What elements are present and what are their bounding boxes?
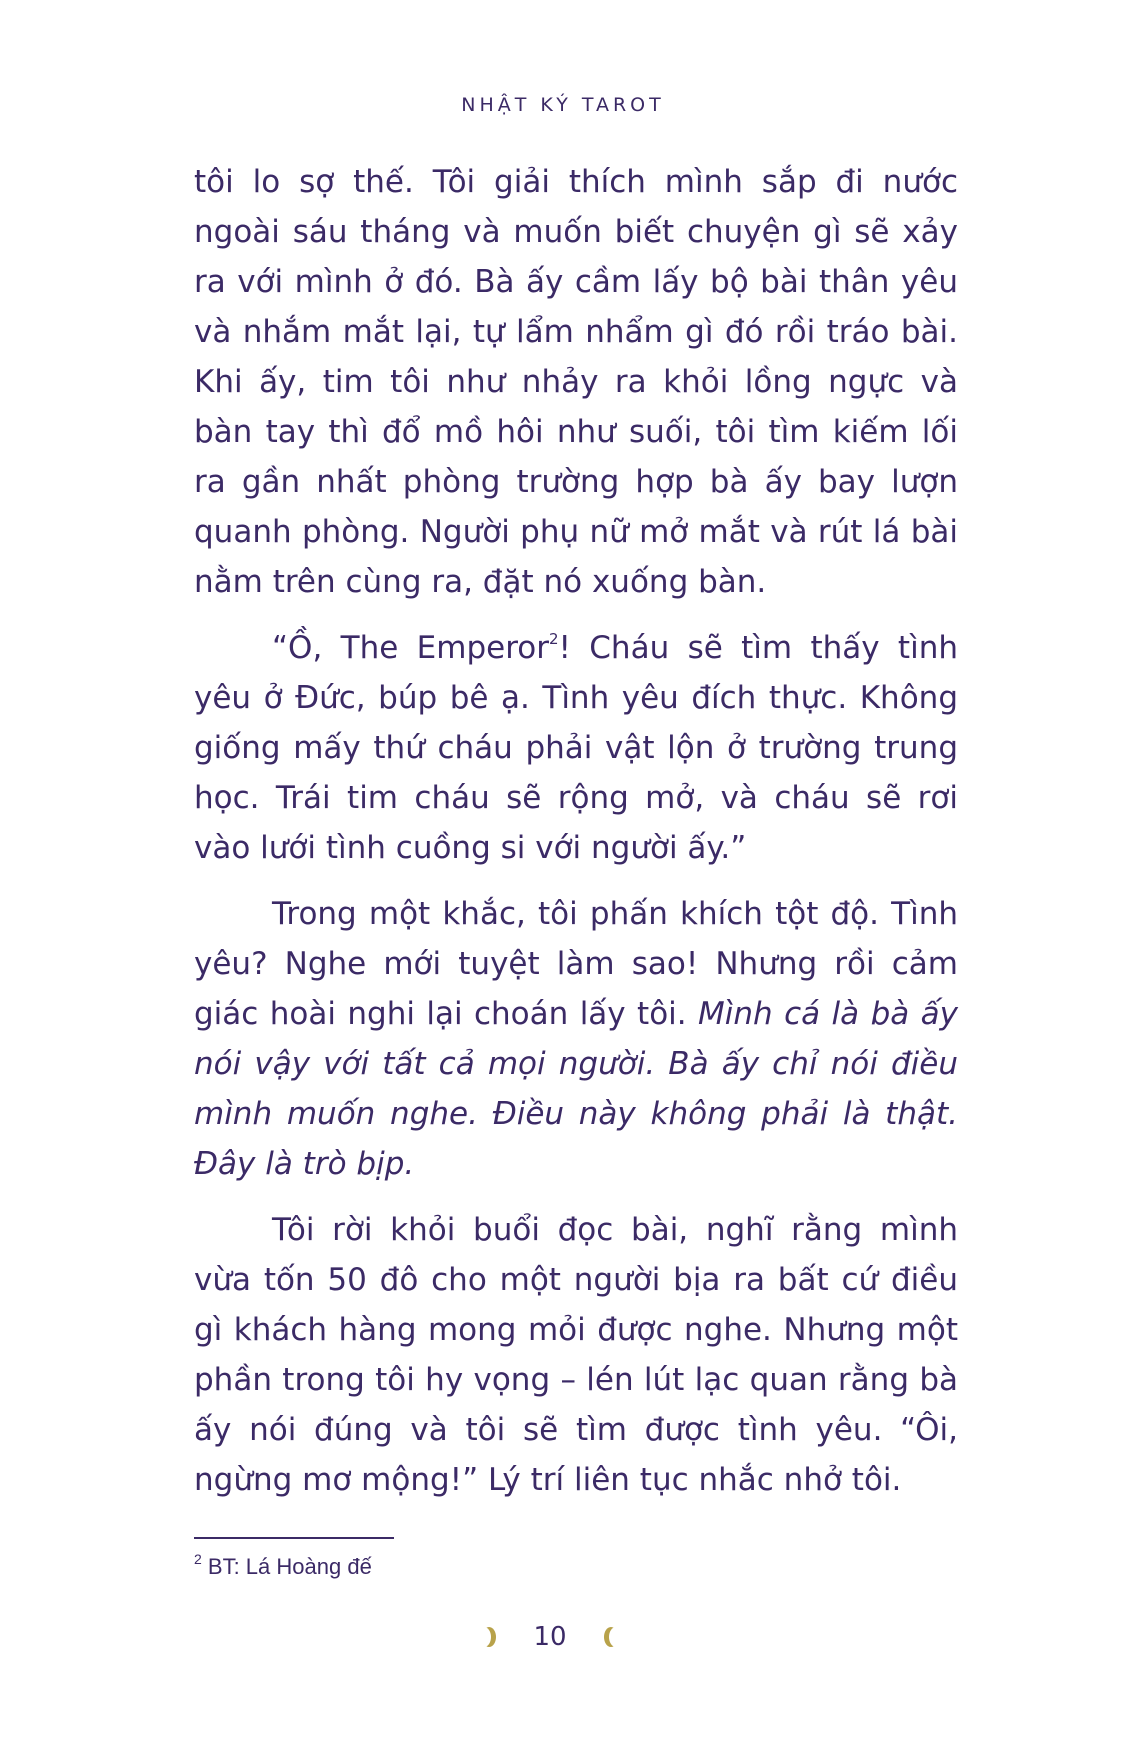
footnote — [194, 1551, 372, 1580]
paragraph-2 — [194, 623, 958, 873]
crescent-moon-icon — [609, 1627, 623, 1647]
paragraph-2-start: “Ồ, The Emperor — [272, 630, 549, 666]
crescent-moon-icon — [477, 1627, 491, 1647]
page-footer — [0, 1622, 1126, 1652]
paragraph-1: tôi lo sợ thế. Tôi giải thích mình sắp đi nước ngoài sáu tháng và muốn biết chuyện gì sẽ xảy ra với mình ở đó. Bà ấy cầm lấy bộ bài thân yêu và nhắm mắt lại, tự lẩm nhẩm gì đó rồi tráo bài. Khi ấy, tim tôi như nhảy ra khỏi lồng ngực và bàn tay thì đổ mồ hôi như suối, tôi tìm kiếm lối ra gần nhất phòng trường hợp bà ấy bay lượn quanh phòng. Người phụ nữ mở mắt và rút lá bài nằm trên cùng ra, đặt nó xuống bàn. — [194, 164, 958, 600]
paragraph-4: Tôi rời khỏi buổi đọc bài, nghĩ rằng mình vừa tốn 50 đô cho một người bịa ra bất cứ điều gì khách hàng mong mỏi được nghe. Nhưng một phần trong tôi hy vọng – lén lút lạc quan rằng bà ấy nói đúng và tôi sẽ tìm được tình yêu. “Ôi, ngừng mơ mộng!” Lý trí liên tục nhắc nhở tôi. — [194, 1212, 958, 1498]
footnote-text: BT: Lá Hoàng đế — [201, 1554, 372, 1579]
paragraph-2-rest: ! Cháu sẽ tìm thấy tình yêu ở Đức, búp bê ạ. Tình yêu đích thực. Không giống mấy thứ cháu phải vật lộn ở trường trung học. Trái tim cháu sẽ rộng mở, và cháu sẽ rơi vào lưới tình cuồng si với người ấy.” — [194, 630, 958, 866]
footnote-divider — [194, 1537, 394, 1539]
paragraph-3-italic-thought: Mình cá là bà ấy nói vậy với tất cả mọi người. Bà ấy chỉ nói điều mình muốn nghe. Điều này không phải là thật. Đây là trò bịp. — [194, 996, 958, 1182]
footnote-marker: 2 — [194, 1551, 202, 1567]
footnote-reference: 2 — [548, 630, 559, 648]
body-text — [194, 157, 958, 1505]
running-header: NHẬT KÝ TAROT — [461, 94, 665, 116]
paragraph-3-text: Trong một khắc, tôi phấn khích tột độ. Tình yêu? Nghe mới tuyệt làm sao! Nhưng rồi cảm giác hoài nghi lại choán lấy tôi. — [194, 896, 958, 1032]
page-number: 10 — [533, 1622, 567, 1652]
paragraph-3 — [194, 889, 958, 1189]
